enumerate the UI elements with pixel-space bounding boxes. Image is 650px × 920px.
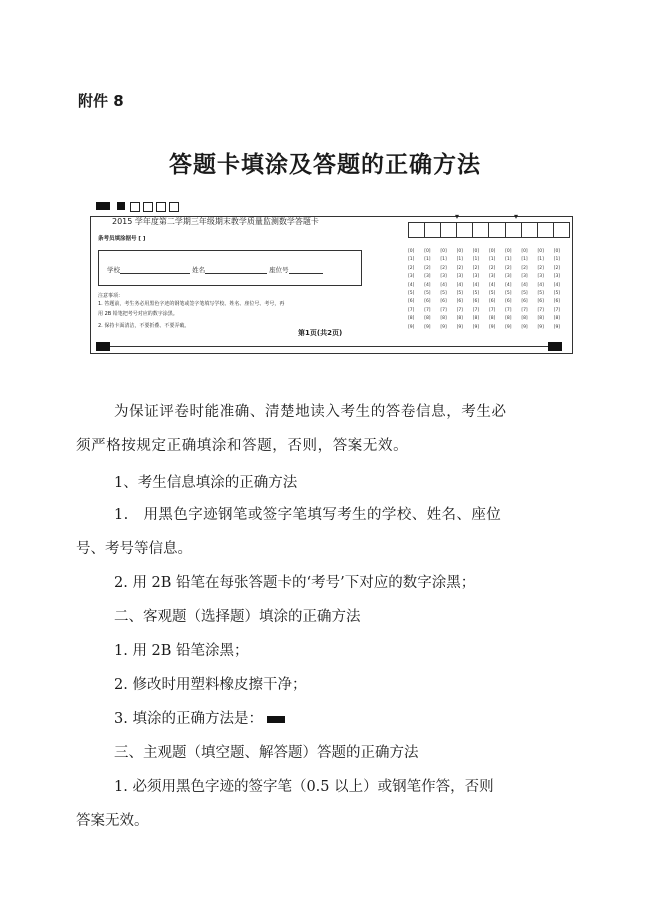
seat-label: 座位号 [269,266,289,274]
digit-bubble: [1] [456,257,463,263]
exam-number-boxes [408,222,570,238]
student-info-box [98,250,362,286]
section-3-item-1: 1. 必须用黑色字迹的签字笔（0.5 以上）或钢笔作答，否则 [114,779,494,795]
digit-bubble: [1] [424,257,431,263]
name-label: 姓名 [192,266,206,274]
bubble-row [408,290,570,298]
bubble-row [408,315,570,323]
digit-bubble: [1] [505,257,512,263]
digit-bubble: [2] [472,265,480,271]
digit-bubble-grid [408,248,570,332]
digit-bubble: [0] [505,249,512,254]
section-1-item-2: 2. 用 2B 铅笔在每张答题卡的‘考号’下对应的数字涂黑； [114,575,476,591]
digit-bubble: [1] [408,257,415,263]
digit-bubble: [2] [440,265,447,271]
school-label: 学校 [107,266,120,274]
corner-mark [96,202,110,210]
notes-title: 注意事项： [98,293,124,299]
digit-bubble: [1] [537,257,544,263]
bubble-row [408,282,570,290]
digit-bubble: [2] [521,265,528,271]
digit-bubble: [2] [537,265,544,271]
digit-bubble: [7] [408,307,415,313]
digit-bubble: [8] [440,316,447,322]
digit-bubble: [4] [472,282,480,288]
digit-bubble: [3] [553,274,561,280]
blank-square [143,202,153,212]
digit-bubble: [6] [505,299,512,305]
digit-bubble: [6] [472,299,480,305]
digit-bubble: [4] [488,282,496,288]
bubble-row [408,298,570,306]
intro-line: 须严格按规定正确填涂和答题，否则，答案无效。 [76,438,409,454]
digit-bubble: [3] [505,274,512,280]
digit-bubble: [7] [488,307,496,313]
digit-bubble: [3] [521,274,528,280]
digit-bubble: [9] [440,324,447,330]
digit-bubble: [8] [456,316,463,322]
digit-bubble: [5] [488,290,496,296]
digit-bubble: [9] [456,324,463,330]
digit-bubble: [7] [456,307,463,313]
section-2-item-2: 2. 修改时用塑料橡皮擦干净； [114,677,307,693]
digit-bubble: [1] [472,257,480,263]
note-line: 用 2B 铅笔把考号对应的数字涂黑。 [98,311,178,317]
digit-bubble: [3] [537,274,544,280]
digit-bubble: [7] [424,307,431,313]
digit-bubble: [9] [424,324,431,330]
digit-bubble: [6] [408,299,415,305]
intro-line: 为保证评卷时能准确、清楚地读入考生的答卷信息，考生必 [114,404,507,420]
digit-bubble: [8] [472,316,480,322]
filled-bubble-example [267,716,285,723]
digit-bubble: [4] [456,282,463,288]
digit-bubble: [6] [424,299,431,305]
pointer-mark: ▾ [514,212,519,221]
digit-bubble: [5] [456,290,463,296]
digit-bubble: [7] [440,307,447,313]
digit-bubble: [4] [553,282,561,288]
digit-bubble: [6] [440,299,447,305]
digit-bubble: [9] [537,324,544,330]
digit-bubble: [9] [505,324,512,330]
pointer-mark: ▾ [455,212,460,221]
sheet-id-label: 条考员填涂据号 [ ] [98,236,146,242]
corner-mark [548,342,562,351]
blank-square [169,202,179,212]
digit-bubble: [5] [408,290,415,296]
digit-bubble: [2] [488,265,496,271]
page-title: 答题卡填涂及答题的正确方法 [169,152,481,178]
digit-bubble: [6] [537,299,544,305]
section-1-item-1: 1. 用黑色字迹钢笔或签字笔填写考生的学校、姓名、座位 [114,507,502,523]
digit-bubble: [2] [408,265,415,271]
bubble-row [408,256,570,264]
sheet-title: 2015 学年度第二学期三年级期末教学质量监测数学答题卡 [112,217,319,226]
digit-bubble: [0] [553,249,561,254]
blank-square [156,202,166,212]
section-2-item-1: 1. 用 2B 铅笔涂黑； [114,643,249,659]
digit-bubble: [3] [456,274,463,280]
bubble-row [408,265,570,273]
section-3-title: 三、主观题（填空题、解答题）答题的正确方法 [114,745,419,761]
digit-bubble: [9] [408,324,415,330]
digit-bubble: [4] [521,282,528,288]
digit-bubble: [8] [521,316,528,322]
digit-bubble: [4] [408,282,415,288]
note-line: 2. 保持卡面清洁，不要折叠、不要弄破。 [98,323,190,329]
digit-bubble: [2] [553,265,561,271]
digit-bubble: [4] [505,282,512,288]
digit-bubble: [3] [408,274,415,280]
digit-bubble: [2] [505,265,512,271]
digit-bubble: [2] [424,265,431,271]
section-2-title: 二、客观题（选择题）填涂的正确方法 [114,609,361,625]
digit-bubble: [6] [521,299,528,305]
corner-mark [117,202,125,210]
digit-bubble: [0] [472,249,480,254]
digit-bubble: [6] [488,299,496,305]
digit-bubble: [7] [553,307,561,313]
digit-bubble: [8] [553,316,561,322]
digit-bubble: [5] [472,290,480,296]
attachment-label: 附件 8 [78,92,124,110]
digit-bubble: [7] [505,307,512,313]
digit-bubble: [8] [505,316,512,322]
digit-bubble: [7] [472,307,480,313]
digit-bubble: [0] [408,249,415,254]
digit-bubble: [5] [553,290,561,296]
digit-bubble: [0] [440,249,447,254]
digit-bubble: [9] [472,324,480,330]
digit-bubble: [6] [553,299,561,305]
digit-bubble: [4] [424,282,431,288]
section-3-item-1-cont: 答案无效。 [76,813,149,829]
digit-bubble: [6] [456,299,463,305]
digit-bubble: [0] [537,249,544,254]
digit-bubble: [8] [424,316,431,322]
digit-bubble: [1] [553,257,561,263]
digit-bubble: [2] [456,265,463,271]
section-2-item-3: 3. 填涂的正确方法是： [114,707,285,728]
digit-bubble: [4] [440,282,447,288]
blank-square [130,202,140,212]
digit-bubble: [3] [440,274,447,280]
digit-bubble: [5] [521,290,528,296]
digit-bubble: [3] [424,274,431,280]
digit-bubble: [0] [521,249,528,254]
digit-bubble: [0] [424,249,431,254]
section-1-item-1-cont: 号、考号等信息。 [76,541,192,557]
intro-paragraph [76,395,581,463]
digit-bubble: [5] [440,290,447,296]
bubble-row [408,273,570,281]
digit-bubble: [5] [537,290,544,296]
bubble-row [408,324,570,332]
corner-mark [96,342,110,351]
digit-bubble: [9] [488,324,496,330]
digit-bubble: [8] [488,316,496,322]
digit-bubble: [5] [505,290,512,296]
digit-bubble: [7] [521,307,528,313]
digit-bubble: [9] [521,324,528,330]
sheet-page-number: 第1页(共2页) [298,329,343,337]
bubble-row [408,307,570,315]
digit-bubble: [1] [488,257,496,263]
digit-bubble: [8] [537,316,544,322]
digit-bubble: [7] [537,307,544,313]
digit-bubble: [0] [456,249,463,254]
digit-bubble: [1] [521,257,528,263]
digit-bubble: [3] [472,274,480,280]
digit-bubble: [3] [488,274,496,280]
section-1-title: 1、考生信息填涂的正确方法 [114,475,298,491]
answer-sheet-figure [90,200,573,355]
sheet-base-line [100,346,562,347]
digit-bubble: [8] [408,316,415,322]
digit-bubble: [5] [424,290,431,296]
note-line: 1. 答题前，考生务必用黑色字迹的钢笔或签字笔填写学校、姓名、座位号、考号，再 [98,301,285,307]
digit-bubble: [1] [440,257,447,263]
digit-bubble: [4] [537,282,544,288]
digit-bubble: [0] [488,249,496,254]
digit-bubble: [9] [553,324,561,330]
bubble-row [408,248,570,256]
